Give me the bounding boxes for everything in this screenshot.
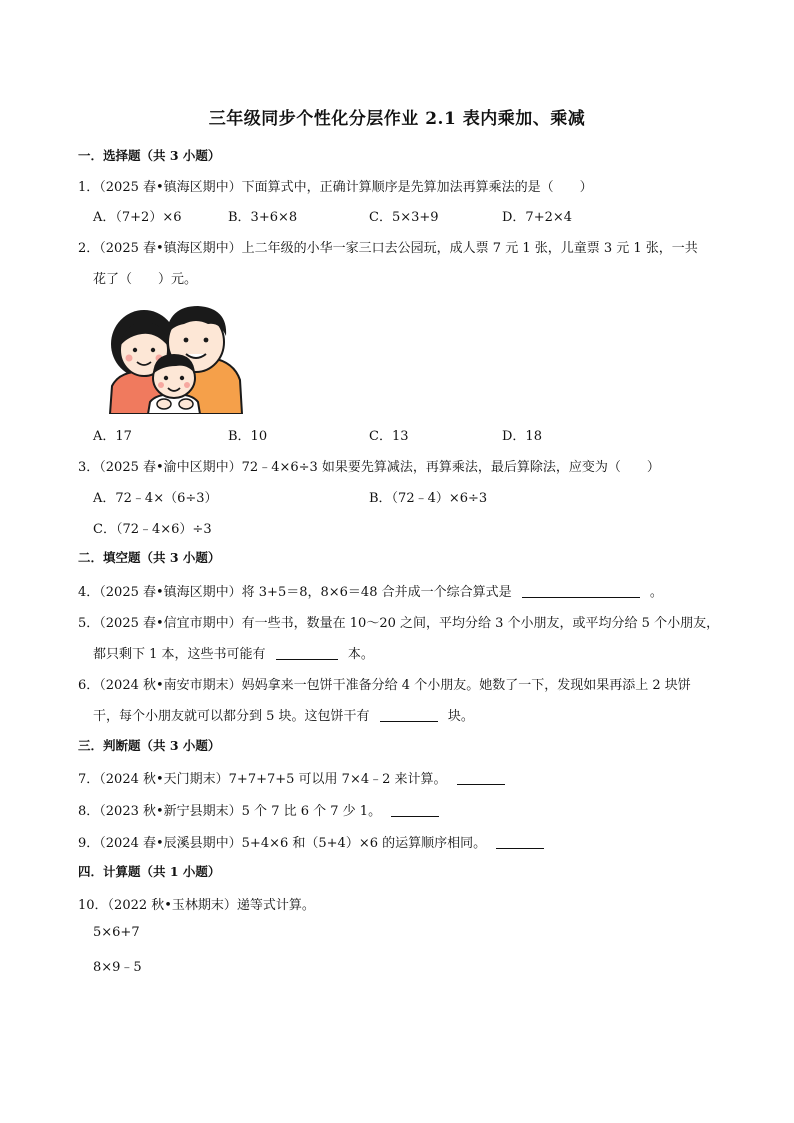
page-title: 三年级同步个性化分层作业 2.1 表内乘加、乘减 <box>208 109 586 129</box>
section-heading-judge: 三．判断题（共 3 小题） <box>78 738 221 753</box>
q10-expression-2: 8×9﹣5 <box>93 960 142 975</box>
q10-expression-1: 5×6+7 <box>93 925 140 940</box>
section-heading-calc: 四．计算题（共 1 小题） <box>78 864 221 879</box>
q5-text: 都只剩下 1 本，这些书可能有 <box>93 647 266 662</box>
q9-answer-blank[interactable] <box>496 836 544 849</box>
section-heading-fill: 二．填空题（共 3 小题） <box>78 550 221 565</box>
question-5-cont <box>93 643 374 662</box>
q2-option-a: A．17 <box>93 429 132 444</box>
q6-answer-blank[interactable] <box>380 709 438 722</box>
question-3: 3．（2025 春•渝中区期中）72﹣4×6÷3 如果要先算减法，再算乘法，最后算除法，应变为（ ） <box>78 460 660 475</box>
question-2: 2．（2025 春•镇海区期中）上二年级的小华一家三口去公园玩，成人票 7 元 1 张，儿童票 3 元 1 张，一共 <box>78 241 698 256</box>
question-8 <box>78 800 445 819</box>
q4-text: 4．（2025 春•镇海区期中）将 3+5＝8，8×6＝48 合并成一个综合算式是 <box>78 585 512 600</box>
question-2-cont: 花了（ ）元。 <box>93 272 198 287</box>
q3-option-c: C．（72﹣4×6）÷3 <box>93 522 212 537</box>
q5-answer-blank[interactable] <box>276 647 338 660</box>
question-4 <box>78 581 663 600</box>
q3-option-b: B．（72﹣4）×6÷3 <box>369 491 488 506</box>
question-6: 6．（2024 秋•南安市期末）妈妈拿来一包饼干准备分给 4 个小朋友。她数了一下，发现如果再添上 2 块饼 <box>78 678 691 693</box>
q1-option-a: A．（7+2）×6 <box>93 210 182 225</box>
question-5: 5．（2025 春•信宜市期中）有一些书，数量在 10～20 之间，平均分给 3 个小朋友，或平均分给 5 个小朋友， <box>78 616 720 631</box>
q1-option-b: B．3+6×8 <box>228 210 298 225</box>
q6-text-end: 块。 <box>447 709 474 724</box>
q2-option-c: C．13 <box>369 429 409 444</box>
q7-text: 7．（2024 秋•天门期末）7+7+7+5 可以用 7×4﹣2 来计算。 <box>78 772 447 787</box>
q2-option-d: D．18 <box>502 429 542 444</box>
q8-answer-blank[interactable] <box>391 804 439 817</box>
family-illustration <box>104 302 244 414</box>
section-heading-choice: 一．选择题（共 3 小题） <box>78 148 221 163</box>
q1-option-c: C．5×3+9 <box>369 210 439 225</box>
q5-text-end: 本。 <box>347 647 374 662</box>
q8-text: 8．（2023 秋•新宁县期末）5 个 7 比 6 个 7 少 1。 <box>78 804 382 819</box>
question-9 <box>78 832 550 851</box>
question-7 <box>78 768 511 787</box>
q4-answer-blank[interactable] <box>522 585 640 598</box>
question-1: 1．（2025 春•镇海区期中）下面算式中，正确计算顺序是先算加法再算乘法的是（ ） <box>78 180 593 195</box>
q3-option-a: A．72﹣4×（6÷3） <box>93 491 218 506</box>
question-6-cont <box>93 705 474 724</box>
q4-text-end: 。 <box>649 585 663 600</box>
q2-option-b: B．10 <box>228 429 268 444</box>
q9-text: 9．（2024 春•辰溪县期中）5+4×6 和（5+4）×6 的运算顺序相同。 <box>78 836 487 851</box>
q7-answer-blank[interactable] <box>457 772 505 785</box>
q1-option-d: D．7+2×4 <box>502 210 573 225</box>
question-10: 10．（2022 秋•玉林期末）递等式计算。 <box>78 898 315 913</box>
q6-text: 干，每个小朋友就可以都分到 5 块。这包饼干有 <box>93 709 370 724</box>
